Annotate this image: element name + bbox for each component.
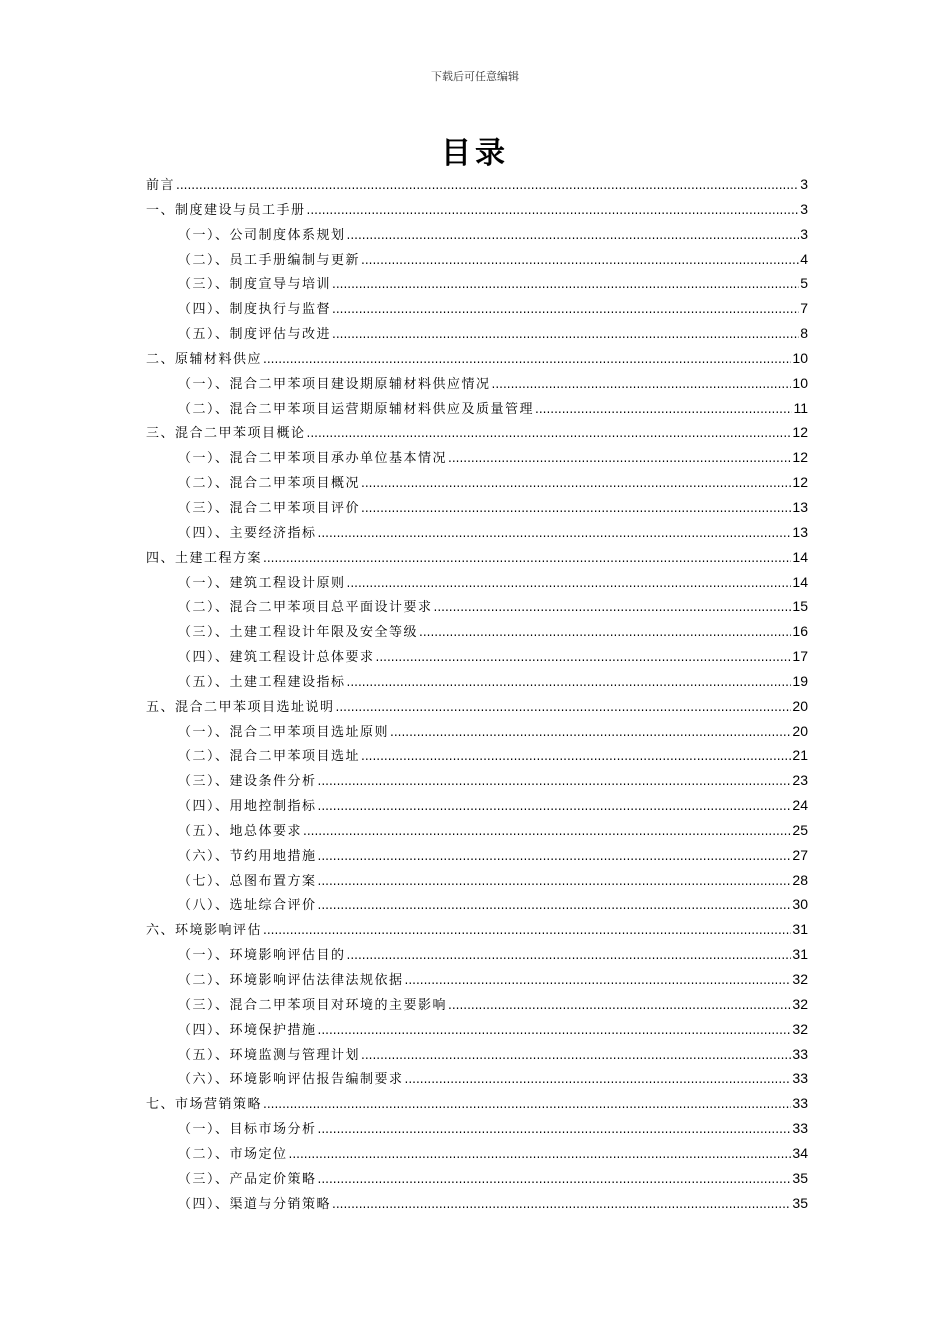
toc-entry-title: （四）、建筑工程设计总体要求	[178, 650, 375, 666]
toc-entry[interactable]	[146, 596, 808, 621]
toc-entry-title: （四）、主要经济指标	[178, 525, 317, 541]
toc-entry-title: （一）、建筑工程设计原则	[178, 575, 346, 591]
toc-entry[interactable]	[146, 199, 808, 224]
toc-entry-title: （八）、选址综合评价	[178, 898, 317, 914]
toc-entry-title: 三、混合二甲苯项目概论	[146, 426, 306, 442]
toc-entry[interactable]	[146, 422, 808, 447]
toc-page-number: 35	[792, 1169, 808, 1186]
toc-page-number: 3	[800, 176, 808, 192]
toc-page-number: 17	[792, 648, 808, 665]
toc-entry-title: 四、土建工程方案	[146, 550, 263, 566]
toc-dot-leader	[361, 1048, 791, 1062]
toc-entry-title: （七）、总图布置方案	[178, 873, 317, 889]
toc-dot-leader	[347, 675, 792, 689]
toc-page-number: 27	[792, 846, 808, 863]
toc-dot-leader	[318, 799, 792, 813]
toc-page-number: 12	[792, 424, 808, 441]
toc-entry-title: （三）、产品定价策略	[178, 1171, 317, 1187]
toc-entry[interactable]	[146, 994, 808, 1019]
toc-entry-title: 七、市场营销策略	[146, 1097, 263, 1113]
toc-page-number: 25	[792, 821, 808, 838]
toc-dot-leader	[318, 849, 792, 863]
toc-dot-leader	[376, 650, 792, 664]
toc-entry-title: （二）、环境影响评估法律法规依据	[178, 973, 404, 988]
toc-entry[interactable]	[146, 919, 808, 944]
toc-dot-leader	[448, 998, 791, 1012]
toc-page-number: 21	[792, 747, 808, 764]
toc-entry-title: （四）、用地控制指标	[178, 799, 317, 815]
toc-dot-leader	[390, 725, 791, 739]
toc-entry-title: （四）、渠道与分销策略	[178, 1196, 332, 1212]
toc-page-number: 8	[800, 325, 808, 342]
toc-entry-title: （二）、混合二甲苯项目运营期原辅材料供应及质量管理	[178, 401, 535, 417]
table-of-contents	[146, 174, 808, 1217]
toc-entry[interactable]	[146, 1044, 808, 1069]
toc-page-number: 14	[792, 548, 808, 565]
toc-entry-title: （二）、混合二甲苯项目概况	[178, 476, 361, 492]
toc-dot-leader	[307, 203, 800, 217]
toc-page-number: 3	[800, 225, 808, 242]
toc-dot-leader	[336, 700, 792, 714]
toc-page-number: 23	[792, 772, 808, 789]
toc-entry-title: （二）、混合二甲苯项目选址	[178, 749, 361, 765]
toc-dot-leader	[263, 1097, 791, 1111]
toc-entry[interactable]	[146, 398, 808, 423]
toc-dot-leader	[318, 526, 792, 540]
toc-entry-title: （一）、环境影响评估目的	[178, 948, 346, 964]
toc-entry[interactable]	[146, 1118, 808, 1143]
toc-page-number: 33	[792, 1070, 808, 1087]
page-title: 目录	[441, 136, 509, 171]
toc-entry-title: （五）、土建工程建设指标	[178, 674, 346, 690]
toc-page-number: 7	[800, 300, 808, 317]
toc-page-number: 13	[792, 523, 808, 540]
toc-page-number: 32	[792, 1020, 808, 1037]
toc-dot-leader	[318, 1023, 792, 1037]
toc-dot-leader	[318, 774, 792, 788]
toc-entry-title: （三）、制度宣导与培训	[178, 277, 332, 293]
toc-entry-title: （一）、目标市场分析	[178, 1122, 317, 1138]
toc-entry[interactable]	[146, 348, 808, 373]
toc-dot-leader	[361, 476, 791, 490]
toc-entry[interactable]	[146, 1168, 808, 1193]
toc-entry[interactable]	[146, 249, 808, 274]
toc-entry-title: （五）、地总体要求	[178, 823, 303, 839]
toc-entry[interactable]	[146, 944, 808, 969]
toc-entry[interactable]	[146, 820, 808, 845]
toc-dot-leader	[332, 1197, 791, 1211]
toc-entry[interactable]	[146, 646, 808, 671]
toc-dot-leader	[361, 501, 791, 515]
toc-entry-title: （一）、混合二甲苯项目承办单位基本情况	[178, 451, 448, 467]
toc-entry[interactable]	[146, 298, 808, 323]
toc-entry[interactable]	[146, 721, 808, 746]
toc-entry-title: 二、原辅材料供应	[146, 351, 263, 367]
toc-dot-leader	[347, 948, 792, 962]
toc-entry[interactable]	[146, 1143, 808, 1168]
toc-entry-title: （六）、节约用地措施	[178, 848, 317, 864]
toc-entry-title: （五）、环境监测与管理计划	[178, 1047, 361, 1063]
toc-dot-leader	[332, 327, 799, 341]
toc-page-number: 3	[800, 200, 808, 217]
toc-dot-leader	[176, 178, 799, 192]
toc-entry[interactable]	[146, 671, 808, 696]
toc-page-number: 5	[800, 275, 808, 292]
toc-dot-leader	[318, 1172, 792, 1186]
toc-dot-leader	[303, 824, 791, 838]
toc-entry[interactable]	[146, 472, 808, 497]
toc-entry-title: 六、环境影响评估	[146, 923, 263, 939]
toc-entry[interactable]	[146, 497, 808, 522]
toc-dot-leader	[448, 451, 791, 465]
toc-entry-title: （三）、混合二甲苯项目对环境的主要影响	[178, 997, 448, 1013]
toc-page-number: 19	[792, 672, 808, 689]
toc-dot-leader	[405, 973, 792, 987]
toc-entry[interactable]	[146, 373, 808, 398]
toc-entry-title: （二）、混合二甲苯项目总平面设计要求	[178, 600, 433, 616]
toc-entry-title: 一、制度建设与员工手册	[146, 202, 306, 218]
toc-entry[interactable]	[146, 870, 808, 895]
toc-dot-leader	[405, 1072, 792, 1086]
toc-dot-leader	[318, 874, 792, 888]
toc-entry[interactable]	[146, 1068, 808, 1093]
toc-entry-title: （六）、环境影响评估报告编制要求	[178, 1072, 404, 1088]
toc-entry[interactable]	[146, 522, 808, 547]
toc-page-number: 10	[792, 374, 808, 391]
toc-entry[interactable]	[146, 447, 808, 472]
toc-dot-leader	[289, 1147, 792, 1161]
toc-dot-leader	[535, 402, 792, 416]
toc-page-number: 13	[792, 498, 808, 515]
toc-dot-leader	[307, 426, 792, 440]
toc-page-number: 4	[800, 250, 808, 267]
toc-page-number: 33	[792, 1120, 808, 1137]
toc-dot-leader	[361, 749, 791, 763]
toc-entry[interactable]	[146, 1019, 808, 1044]
toc-dot-leader	[318, 898, 792, 912]
toc-dot-leader	[492, 377, 792, 391]
toc-page-number: 11	[793, 399, 808, 416]
toc-entry[interactable]	[146, 323, 808, 348]
toc-page-number: 33	[792, 1095, 808, 1112]
toc-dot-leader	[361, 253, 799, 267]
toc-entry[interactable]	[146, 894, 808, 919]
toc-page-number: 15	[792, 598, 808, 615]
toc-entry-title: （一）、公司制度体系规划	[178, 227, 346, 243]
toc-page-number: 20	[792, 722, 808, 739]
toc-entry[interactable]	[146, 845, 808, 870]
toc-dot-leader	[263, 352, 791, 366]
toc-entry-title: （五）、制度评估与改进	[178, 327, 332, 343]
toc-entry[interactable]	[146, 770, 808, 795]
toc-dot-leader	[318, 1122, 792, 1136]
toc-entry[interactable]	[146, 572, 808, 597]
toc-page-number: 31	[792, 921, 808, 938]
toc-page-number: 32	[792, 995, 808, 1012]
toc-dot-leader	[332, 302, 799, 316]
toc-page-number: 28	[792, 871, 808, 888]
toc-entry-title: （四）、制度执行与监督	[178, 302, 332, 318]
toc-entry[interactable]	[146, 696, 808, 721]
header-note: 下载后可任意编辑	[431, 70, 519, 83]
toc-entry[interactable]	[146, 1193, 808, 1218]
toc-page-number: 33	[792, 1045, 808, 1062]
toc-entry-title: （三）、土建工程设计年限及安全等级	[178, 625, 419, 641]
toc-page-number: 12	[792, 449, 808, 466]
toc-entry-title: （一）、混合二甲苯项目建设期原辅材料供应情况	[178, 376, 491, 392]
toc-entry[interactable]	[146, 224, 808, 249]
toc-dot-leader	[347, 576, 792, 590]
toc-entry[interactable]	[146, 1093, 808, 1118]
toc-entry[interactable]	[146, 745, 808, 770]
toc-page-number: 32	[792, 971, 808, 987]
toc-entry[interactable]	[146, 174, 808, 199]
toc-page-number: 12	[792, 474, 808, 491]
toc-entry-title: 前言	[146, 178, 176, 193]
toc-entry-title: 五、混合二甲苯项目选址说明	[146, 699, 335, 715]
toc-entry-title: （二）、市场定位	[178, 1146, 288, 1162]
toc-dot-leader	[434, 600, 792, 614]
toc-page-number: 30	[792, 896, 808, 913]
toc-dot-leader	[263, 551, 791, 565]
toc-page-number: 35	[792, 1194, 808, 1211]
toc-entry-title: （二）、员工手册编制与更新	[178, 252, 361, 268]
toc-entry-title: （四）、环境保护措施	[178, 1022, 317, 1038]
toc-page-number: 10	[792, 349, 808, 366]
toc-dot-leader	[347, 228, 800, 242]
toc-entry[interactable]	[146, 621, 808, 646]
toc-dot-leader	[332, 277, 799, 291]
toc-entry-title: （一）、混合二甲苯项目选址原则	[178, 724, 390, 740]
toc-entry-title: （三）、混合二甲苯项目评价	[178, 500, 361, 516]
toc-page-number: 31	[792, 946, 808, 963]
toc-entry[interactable]	[146, 969, 808, 994]
toc-dot-leader	[263, 923, 791, 937]
toc-entry[interactable]	[146, 795, 808, 820]
toc-entry[interactable]	[146, 547, 808, 572]
toc-page-number: 14	[792, 573, 808, 590]
toc-page-number: 16	[792, 623, 808, 640]
toc-entry[interactable]	[146, 273, 808, 298]
toc-dot-leader	[419, 625, 791, 639]
toc-page-number: 34	[792, 1144, 808, 1161]
toc-page-number: 24	[792, 797, 808, 814]
toc-entry-title: （三）、建设条件分析	[178, 774, 317, 790]
toc-page-number: 20	[792, 697, 808, 714]
